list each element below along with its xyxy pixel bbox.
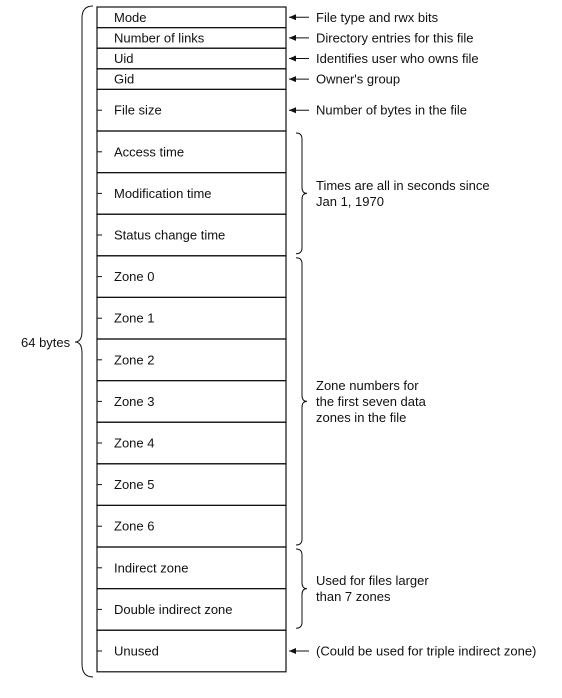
annotation-text: Used for files larger <box>316 573 429 589</box>
field-label: Mode <box>114 9 147 25</box>
annotation-text: Identifies user who owns file <box>316 51 479 66</box>
field-label: Gid <box>114 71 135 87</box>
field-label: Zone 0 <box>114 269 155 285</box>
annotation-text: Number of bytes in the file <box>316 102 468 118</box>
annotation-text: than 7 zones <box>316 589 391 605</box>
field-label: Zone 6 <box>114 518 155 534</box>
field-label: Zone 3 <box>114 393 155 409</box>
field-label: File size <box>114 102 162 118</box>
field-label: Modification time <box>114 185 212 201</box>
field-label: Zone 2 <box>114 352 155 368</box>
field-label: Zone 1 <box>114 310 155 326</box>
annotation-arrow-4 <box>289 103 467 118</box>
total-size-label: 64 bytes <box>21 335 71 350</box>
annotation-text: Owner's group <box>316 71 401 87</box>
annotation-arrow-1 <box>289 30 474 45</box>
annotation-text: Directory entries for this file <box>316 30 474 46</box>
field-label: Zone 4 <box>114 435 155 451</box>
field-label: Double indirect zone <box>114 601 233 617</box>
annotation-text: Times are all in seconds since <box>316 177 490 193</box>
field-label: Number of links <box>114 30 205 46</box>
field-label: Indirect zone <box>114 560 189 576</box>
annotation-text: zones in the file <box>316 409 407 425</box>
annotation-text: Zone numbers for <box>316 377 419 393</box>
annotation-arrow-2 <box>289 51 479 66</box>
annotation-arrow-8 <box>289 644 536 659</box>
annotation-text: Jan 1, 1970 <box>316 193 384 209</box>
annotation-text: File type and rwx bits <box>316 9 439 25</box>
field-label: Uid <box>114 51 134 66</box>
annotation-text: the first seven data <box>316 393 426 409</box>
field-label: Access time <box>114 144 185 160</box>
field-label: Status change time <box>114 227 226 243</box>
annotation-text: (Could be used for triple indirect zone) <box>316 643 537 659</box>
field-label: Unused <box>114 643 159 659</box>
field-label: Zone 5 <box>114 477 155 493</box>
